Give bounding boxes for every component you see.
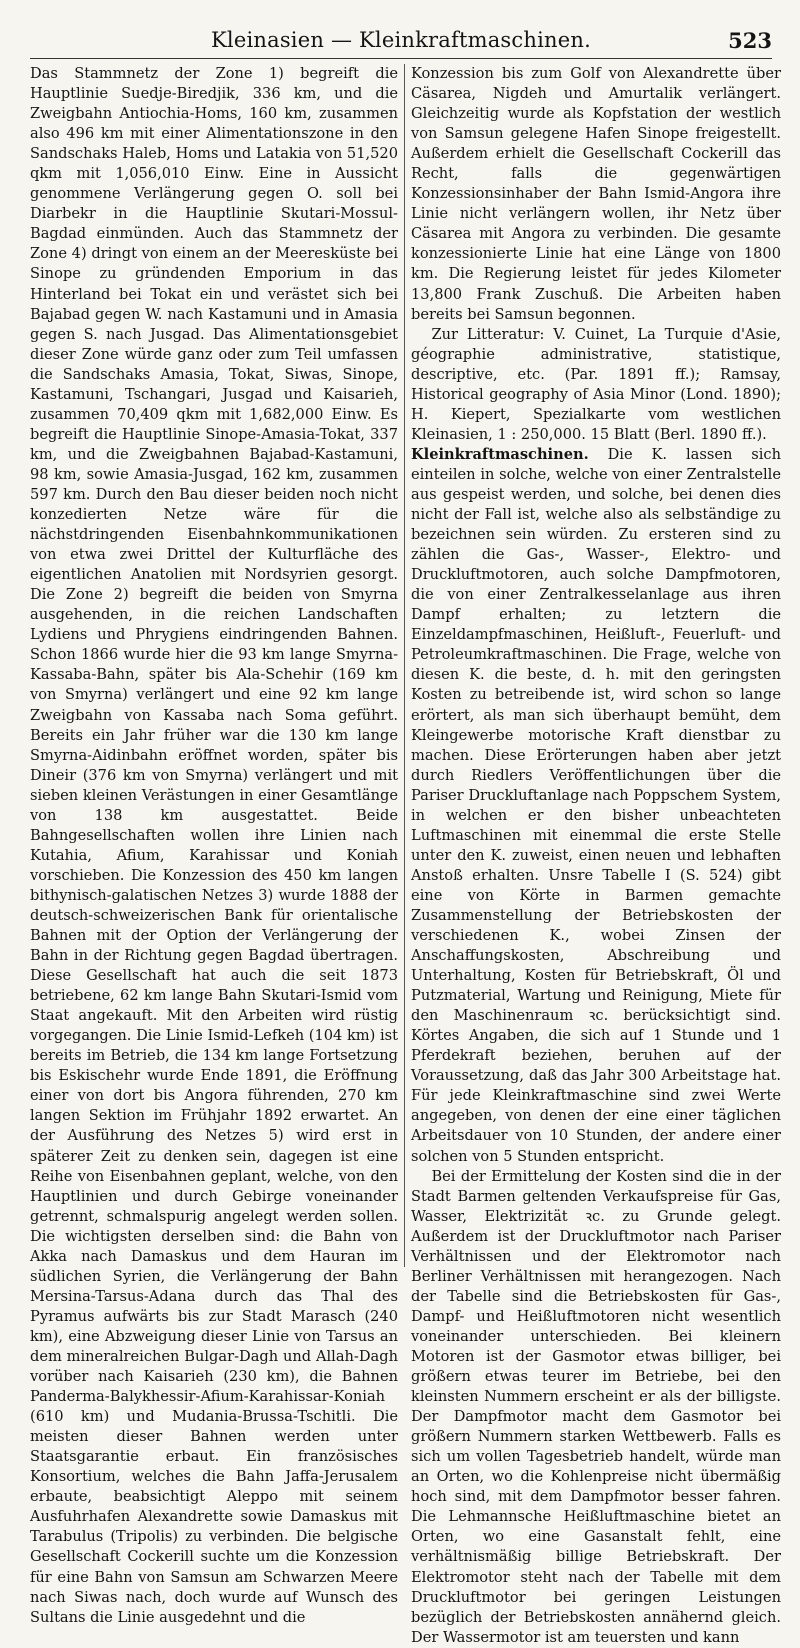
- entry-text: Die K. lassen sich einteilen in solche, welche von einer Zentralstelle aus gespeist werden, und solche, bei denen dies nicht der Fall ist, welche also als selbständige zu bezeichnen sein würden. Zu ersteren sind zu zählen die Gas-, Wasser-, Elektro- und Druckluftmotoren, auch solche Dampfmotoren, die von einer Zentralkesselanlage aus ihren Dampf erhalten; zu letztern die Einzeldampfmaschinen, Heißluft-, Feuerluft- und Petroleumkraftmaschinen. Die Frage, welche von diesen K. die beste, d. h. mit den geringsten Kosten zu betreibende ist, wird schon so lange erörtert, als man sich überhaupt bemüht, dem Kleingewerbe motorische Kraft dienstbar zu machen. Diese Erörterungen haben aber jetzt durch Riedlers Veröffentlichungen über die Pariser Druckluftanlage nach Poppschem System, in welchen er den bisher unbeachteten Luftmaschinen mit einemmal die erste Stelle unter den K. zuweist, einen neuen und lebhaften Anstoß erhalten. Unsre Tabelle I (S. 524) gibt eine von Körte in Barmen gemachte Zusammenstellung der Betriebskosten der verschiedenen K., wobei Zinsen der Anschaffungskosten, Abschreibung und Unterhaltung, Kosten für Betriebskraft, Öl und Putzmaterial, Wartung und Reinigung, Miete für den Maschinenraum ꝛc. berücksichtigt sind. Körtes Angaben, die sich auf 1 Stunde und 1 Pferdekraft beziehen, beruhen auf der Voraussetzung, daß das Jahr 300 Arbeitstage hat. Für jede Kleinkraftmaschine sind zwei Werte angegeben, von denen der eine einer täglichen Arbeitsdauer von 10 Stunden, der andere einer solchen von 5 Stunden entspricht.: [411, 445, 781, 1165]
- right-column: [411, 64, 781, 1646]
- column-divider: [404, 64, 405, 1267]
- literature-paragraph: Zur Litteratur: V. Cuinet, La Turquie d'Asie, géographie administrative, statistique, descriptive, etc. (Par. 1891 ff.); Ramsay, Historical geography of Asia Minor (Lond. 1890); H. Kiepert, Spezialkarte vom westlichen Kleinasien, 1 : 250,000. 15 Blatt (Berl. 1890 ff.).: [411, 325, 781, 443]
- header-rule: [30, 58, 772, 59]
- paragraph: Bei der Ermittelung der Kosten sind die in der Stadt Barmen geltenden Verkaufspreise für Gas, Wasser, Elektrizität ꝛc. zu Grunde gelegt. Außerdem ist der Druckluftmotor nach Pariser Verhältnissen und der Elektromotor nach Berliner Verhältnissen mit herangezogen. Nach der Tabelle sind die Betriebskosten für Gas-, Dampf- und Heißluftmotoren nicht wesentlich voneinander unterschieden. Bei kleinern Motoren ist der Gasmotor etwas billiger, bei größern etwas teurer im Betriebe, bei den kleinsten Nummern erscheint er als der billigste. Der Dampfmotor macht dem Gasmotor bei größern Nummern starken Wettbewerb. Falls es sich um vollen Tagesbetrieb handelt, würde man an Orten, wo die Kohlenpreise nicht übermäßig hoch sind, mit dem Dampfmotor besser fahren. Die Lehmannsche Heißluftmaschine bietet an Orten, wo eine Gasanstalt fehlt, eine verhältnismäßig billige Betriebskraft. Der Elektromotor steht nach der Tabelle mit dem Druckluftmotor bei geringen Leistungen bezüglich der Betriebskosten annähernd gleich. Der Wassermotor ist am teuersten und kann: [411, 1167, 781, 1646]
- left-column: [30, 64, 398, 1626]
- paragraph: Konzession bis zum Golf von Alexandrette über Cäsarea, Nigdeh und Amurtalik verlängert. Gleichzeitig wurde als Kopfstation der westlich von Samsun gelegene Hafen Sinope freigestellt. Außerdem erhielt die Gesellschaft Cockerill das Recht, falls die gegenwärtigen Konzessionsinhaber der Bahn Ismid-Angora ihre Linie nicht verlängern wollen, ihr Netz über Cäsarea mit Angora zu verbinden. Die gesamte konzessionierte Linie hat eine Länge von 1800 km. Die Regierung leistet für jedes Kilometer 13,800 Frank Zuschuß. Die Arbeiten haben bereits bei Samsun begonnen.: [411, 65, 781, 323]
- entry-headword: Kleinkraftmaschinen.: [411, 445, 589, 463]
- entry-paragraph: [411, 445, 781, 1167]
- page-header: [30, 28, 772, 58]
- paragraph: Das Stammnetz der Zone 1) begreift die Hauptlinie Suedje-Biredjik, 336 km, und die Zweigbahn Antiochia-Homs, 160 km, zusammen also 496 km mit einer Alimentationszone in den Sandschaks Haleb, Homs und Latakia von 51,520 qkm mit 1,056,010 Einw. Eine in Aussicht genommene Verlängerung gegen O. soll bei Diarbekr in die Hauptlinie Skutari-Mossul-Bagdad einmünden. Auch das Stammnetz der Zone 4) dringt von einem an der Meeresküste bei Sinope zu gründenden Emporium in das Hinterland bei Tokat ein und verästet sich bei Bajabad gegen W. nach Kastamuni und in Amasia gegen S. nach Jusgad. Das Alimentationsgebiet dieser Zone würde ganz oder zum Teil umfassen die Sandschaks Amasia, Tokat, Siwas, Sinope, Kastamuni, Tschangari, Jusgad und Kaisarieh, zusammen 70,409 qkm mit 1,682,000 Einw. Es begreift die Hauptlinie Sinope-Amasia-Tokat, 337 km, und die Zweigbahnen Bajabad-Kastamuni, 98 km, sowie Amasia-Jusgad, 162 km, zusammen 597 km. Durch den Bau dieser beiden noch nicht konzedierten Netze wäre für die nächstdringenden Eisenbahnkommunikationen von etwa zwei Drittel der Kulturfläche des eigentlichen Anatolien mit Nordsyrien gesorgt. Die Zone 2) begreift die beiden von Smyrna ausgehenden, in die reichen Landschaften Lydiens und Phrygiens eindringenden Bahnen. Schon 1866 wurde hier die 93 km lange Smyrna-Kassaba-Bahn, später bis Ala-Schehir (169 km von Smyrna) verlängert und eine 92 km lange Zweigbahn von Kassaba nach Soma geführt. Bereits ein Jahr früher war die 130 km lange Smyrna-Aidinbahn eröffnet worden, später bis Dineir (376 km von Smyrna) verlängert und mit sieben kleinen Verästungen in einer Gesamtlänge von 138 km ausgestattet. Beide Bahngesellschaften wollen ihre Linien nach Kutahia, Afium, Karahissar und Koniah vorschieben. Die Konzession des 450 km langen bithynisch-galatischen Netzes 3) wurde 1888 der deutsch-schweizerischen Bank für orientalische Bahnen mit der Option der Verlängerung der Bahn in der Richtung gegen Bagdad übertragen. Diese Gesellschaft hat auch die seit 1873 betriebene, 62 km lange Bahn Skutari-Ismid vom Staat angekauft. Mit den Arbeiten wird rüstig vorgegangen. Die Linie Ismid-Lefkeh (104 km) ist bereits im Betrieb, die 134 km lange Fortsetzung bis Eskischehr wurde Ende 1891, die Eröffnung einer von dort bis Angora führenden, 270 km langen Sektion im Frühjahr 1892 erwartet. An der Ausführung des Netzes 5) wird erst in späterer Zeit zu denken sein, dagegen ist eine Reihe von Eisenbahnen geplant, welche, von den Hauptlinien und durch Gebirge voneinander getrennt, schmalspurig angelegt werden sollen. Die wichtigsten derselben sind: die Bahn von Akka nach Damaskus und dem Hauran im südlichen Syrien, die Verlängerung der Bahn Mersina-Tarsus-Adana durch das Thal des Pyramus aufwärts bis zur Stadt Marasch (240 km), eine Abzweigung dieser Linie von Tarsus an dem mineralreichen Bulgar-Dagh und Allah-Dagh vorüber nach Kaisarieh (230 km), die Bahnen Panderma-Balykhessir-Afium-Karahissar-Koniah (610 km) und Mudania-Brussa-Tschitli. Die meisten dieser Bahnen werden unter Staatsgarantie erbaut. Ein französisches Konsortium, welches die Bahn Jaffa-Jerusalem erbaute, beabsichtigt Aleppo mit seinem Ausfuhrhafen Alexandrette sowie Damaskus mit Tarabulus (Tripolis) zu verbinden. Die belgische Gesellschaft Cockerill suchte um die Konzession für eine Bahn von Samsun am Schwarzen Meere nach Siwas nach, doch wurde auf Wunsch des Sultans die Linie ausgedehnt und die: [30, 65, 398, 1626]
- page-number: 523: [728, 28, 772, 53]
- running-title: Kleinasien — Kleinkraftmaschinen.: [211, 28, 591, 52]
